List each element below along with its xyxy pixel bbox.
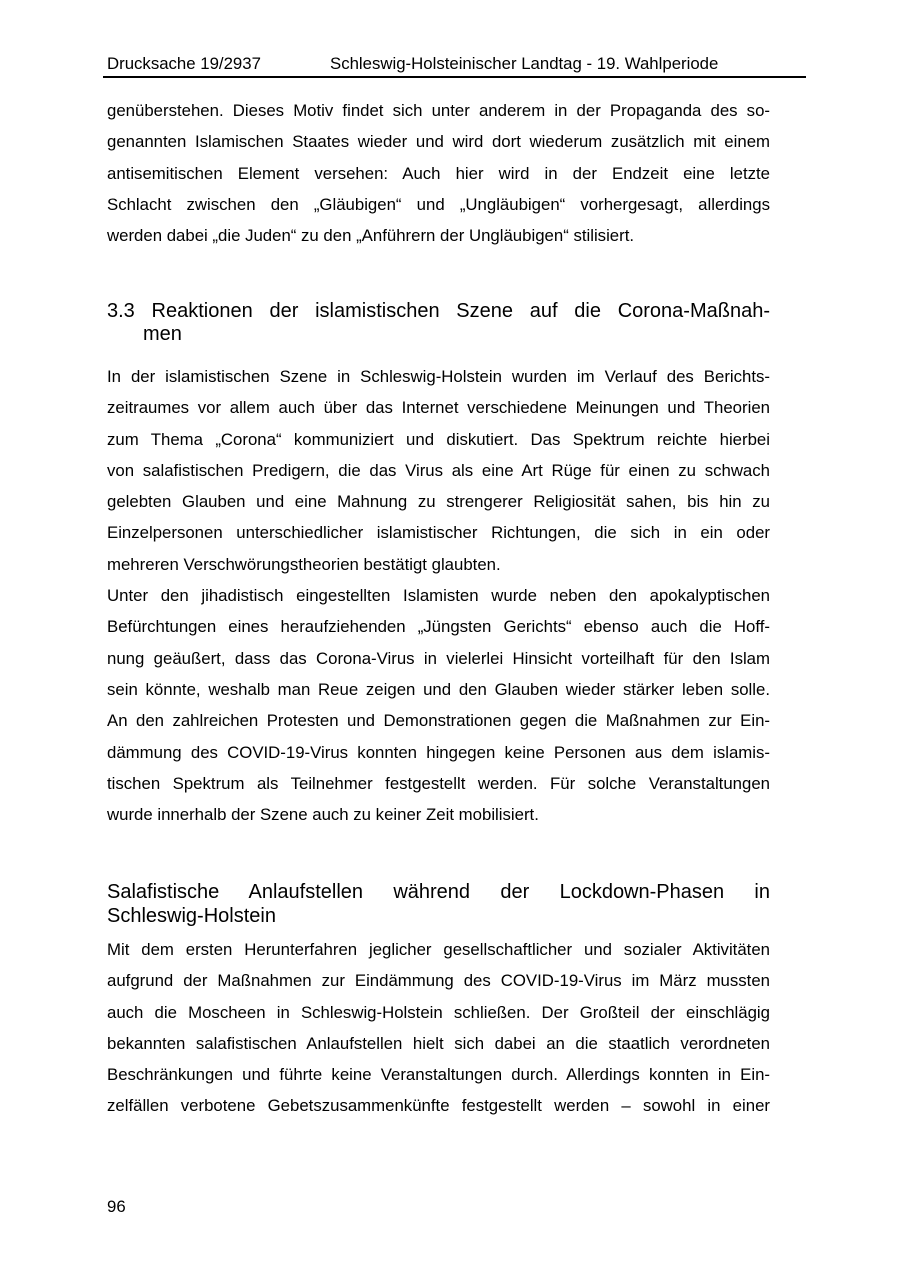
text-line: antisemitischen Element versehen: Auch hier wird in der Endzeit eine letzte <box>107 163 770 183</box>
text-line: In der islamistischen Szene in Schleswig-Holstein wurden im Verlauf des Berichts- <box>107 367 770 386</box>
text-line: zum Thema „Corona“ kommuniziert und diskutiert. Das Spektrum reichte hierbei <box>107 429 770 449</box>
header-rule <box>103 76 806 78</box>
header-doc-number: Drucksache 19/2937 <box>107 54 261 73</box>
text-line: tischen Spektrum als Teilnehmer festgestellt werden. Für solche Veranstaltungen <box>107 773 770 793</box>
text-line: genannten Islamischen Staates wieder und wird dort wiederum zusätzlich mit einem <box>107 132 770 152</box>
text-line: wurde innerhalb der Szene auch zu keiner Zeit mobilisiert. <box>107 805 539 825</box>
sub-heading-line-2: Schleswig-Holstein <box>107 905 276 927</box>
sub-heading-line-1: Salafistische Anlaufstellen während der Lockdown-Phasen in <box>107 881 770 903</box>
text-line: zeitraumes vor allem auch über das Internet verschiedene Meinungen und Theorien <box>107 398 770 418</box>
section-heading-3-3 <box>107 300 770 346</box>
text-line: werden dabei „die Juden“ zu den „Anführern der Ungläubigen“ stilisiert. <box>107 226 635 246</box>
sub-heading-salafistische <box>107 880 770 928</box>
text-line: Mit dem ersten Herunterfahren jeglicher gesellschaftlicher und sozialer Aktivitäten <box>107 940 770 959</box>
paragraph-2 <box>107 361 770 830</box>
text-line: Befürchtungen eines heraufziehenden „Jüngsten Gerichts“ ebenso auch die Hoff- <box>107 617 770 637</box>
text-line: Beschränkungen und führte keine Veranstaltungen durch. Allerdings konnten in Ein- <box>107 1065 770 1085</box>
text-line: zelfällen verbotene Gebetszusammenkünfte festgestellt werden – sowohl in einer <box>107 1096 770 1116</box>
section-heading-line-1: 3.3 Reaktionen der islamistischen Szene auf die Corona-Maßnah- <box>107 300 770 322</box>
text-line: Schlacht zwischen den „Gläubigen“ und „Ungläubigen“ vorhergesagt, allerdings <box>107 194 770 214</box>
header-title: Schleswig-Holsteinischer Landtag - 19. Wahlperiode <box>330 54 719 73</box>
text-line: auch die Moscheen in Schleswig-Holstein schließen. Der Großteil der einschlägig <box>107 1002 770 1022</box>
text-line: gelebten Glauben und eine Mahnung zu strengerer Religiosität sahen, bis hin zu <box>107 492 770 512</box>
text-line: sein könnte, weshalb man Reue zeigen und den Glauben wieder stärker leben solle. <box>107 679 770 699</box>
paragraph-1 <box>107 95 770 251</box>
text-line: dämmung des COVID-19-Virus konnten hingegen keine Personen aus dem islamis- <box>107 742 770 762</box>
text-line: Unter den jihadistisch eingestellten Islamisten wurde neben den apokalyptischen <box>107 586 770 606</box>
text-line: aufgrund der Maßnahmen zur Eindämmung des COVID-19-Virus im März mussten <box>107 971 770 991</box>
text-line: Einzelpersonen unterschiedlicher islamistischer Richtungen, die sich in ein oder <box>107 523 770 543</box>
paragraph-3 <box>107 934 770 1122</box>
text-line: von salafistischen Predigern, die das Virus als eine Art Rüge für einen zu schwach <box>107 460 770 480</box>
text-line: nung geäußert, dass das Corona-Virus in vielerlei Hinsicht vorteilhaft für den Islam <box>107 648 770 668</box>
section-heading-line-2: men <box>143 323 182 345</box>
page-number: 96 <box>107 1197 126 1216</box>
text-line: bekannten salafistischen Anlaufstellen hielt sich dabei an die staatlich verordneten <box>107 1033 770 1053</box>
text-line: An den zahlreichen Protesten und Demonstrationen gegen die Maßnahmen zur Ein- <box>107 711 770 731</box>
text-line: genüberstehen. Dieses Motiv findet sich unter anderem in der Propaganda des so- <box>107 101 770 120</box>
text-line: mehreren Verschwörungstheorien bestätigt glaubten. <box>107 554 501 574</box>
